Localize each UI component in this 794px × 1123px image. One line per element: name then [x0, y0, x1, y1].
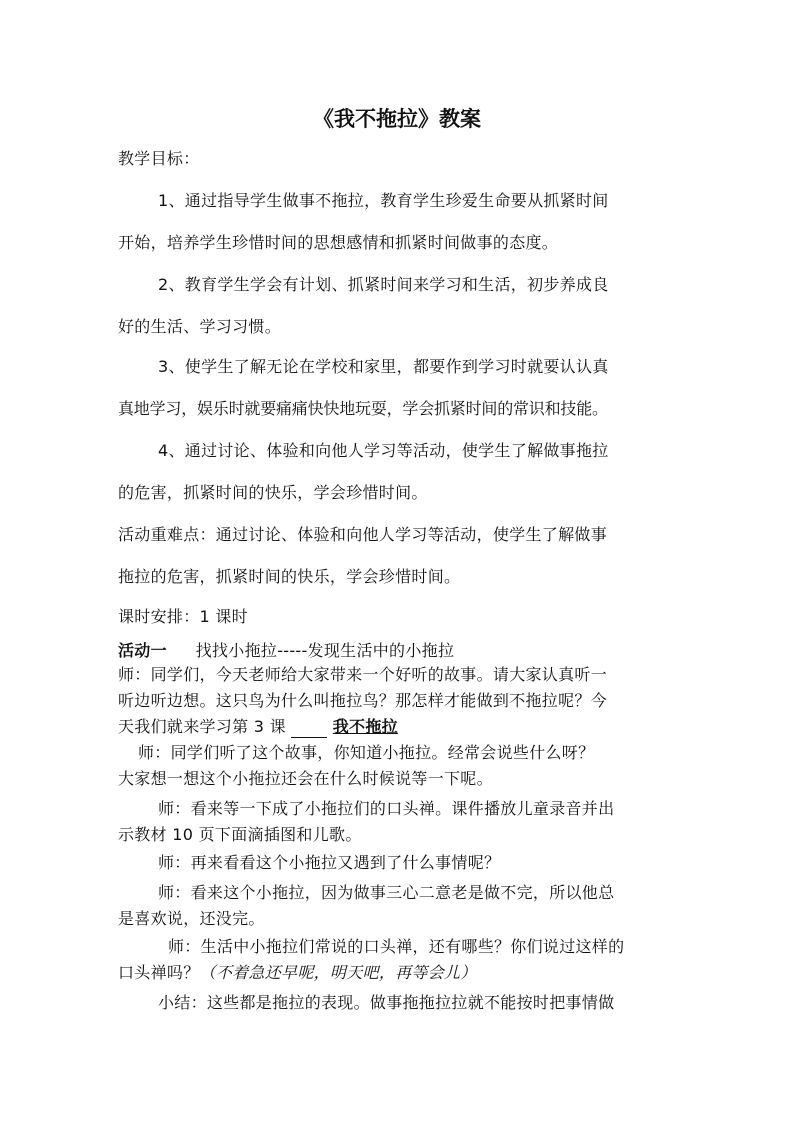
document-title: 《我不拖拉》教案: [313, 106, 481, 131]
activity-p3-line-2: 示教材 10 页下面滴插图和儿歌。: [118, 825, 362, 844]
objectives-heading: 教学目标：: [118, 149, 200, 168]
activity-p2-line-2: 大家想一想这个小拖拉还会在什么时候说等一下呢。: [118, 769, 493, 788]
key-points-line-1: 活动重难点：通过讨论、体验和向他人学习等活动，使学生了解做事: [118, 525, 608, 544]
activity-p1-line-3: [118, 716, 678, 738]
activity-p6-example: （不着急还早呢，明天吧，再等会儿）: [199, 963, 477, 982]
objective-4-line-1: 4、通过讨论、体验和向他人学习等活动，使学生了解做事拖拉: [158, 441, 609, 460]
activity-p1-line-2: 听边听边想。这只鸟为什么叫拖拉鸟？那怎样才能做到不拖拉呢？今: [118, 691, 608, 710]
objective-3-line-2: 真地学习，娱乐时就要痛痛快快地玩耍，学会抓紧时间的常识和技能。: [118, 399, 608, 418]
activity-heading: [118, 640, 678, 662]
activity-subtitle: 找找小拖拉-----发现生活中的小拖拉: [195, 641, 455, 660]
activity-p6-line-2: [118, 962, 678, 984]
objective-3-line-1: 3、使学生了解无论在学校和家里，都要作到学习时就要认认真: [158, 357, 609, 376]
activity-p1-line-1: 师：同学们，今天老师给大家带来一个好听的故事。请大家认真听一: [118, 665, 608, 684]
activity-p6-line-1: 师：生活中小拖拉们常说的口头禅，还有哪些？你们说过这样的: [168, 937, 625, 956]
activity-p1-prefix: 天我们就来学习第 3 课: [118, 717, 286, 736]
activity-p5-line-2: 是喜欢说，还没完。: [118, 909, 265, 928]
objective-1-line-2: 开始，培养学生珍惜时间的思想感情和抓紧时间做事的态度。: [118, 233, 559, 252]
objective-1-line-1: 1、通过指导学生做事不拖拉，教育学生珍爱生命要从抓紧时间: [158, 191, 609, 210]
activity-summary: 小结：这些都是拖拉的表现。做事拖拖拉拉就不能按时把事情做: [158, 993, 615, 1012]
lesson-title: 我不拖拉: [332, 717, 398, 736]
objective-4-line-2: 的危害，抓紧时间的快乐，学会珍惜时间。: [118, 483, 428, 502]
key-points-line-2: 拖拉的危害，抓紧时间的快乐，学会珍惜时间。: [118, 567, 461, 586]
activity-p6-prefix: 口头禅吗？: [118, 963, 200, 982]
activity-p2-line-1: 师：同学们听了这个故事，你知道小拖拉。经常会说些什么呀？: [138, 743, 595, 762]
objective-2-line-2: 好的生活、学习习惯。: [118, 317, 282, 336]
activity-label: 活动一: [118, 641, 167, 660]
activity-p3-line-1: 师：看来等一下成了小拖拉们的口头禅。课件播放儿童录音并出: [158, 799, 615, 818]
objective-2-line-1: 2、教育学生学会有计划、抓紧时间来学习和生活，初步养成良: [158, 275, 609, 294]
activity-p5-line-1: 师：看来这个小拖拉，因为做事三心二意老是做不完，所以他总: [158, 883, 615, 902]
schedule: 课时安排：1 课时: [118, 607, 248, 626]
activity-p4: 师：再来看看这个小拖拉又遇到了什么事情呢？: [158, 853, 501, 872]
